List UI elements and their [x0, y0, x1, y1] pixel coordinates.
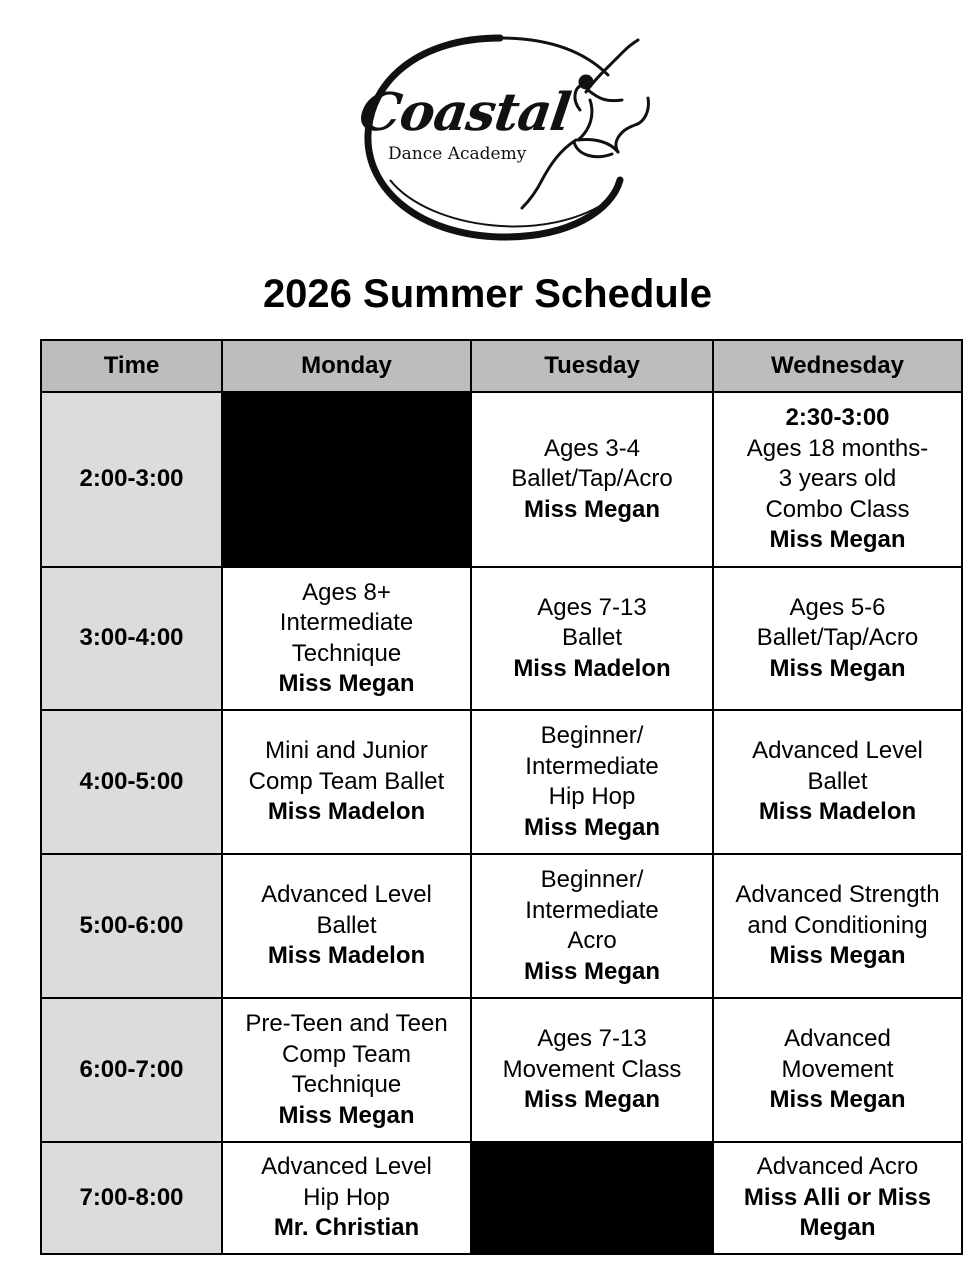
unavailable-cell: [222, 392, 471, 567]
class-line: Intermediate: [525, 896, 659, 924]
header-tuesday: Tuesday: [471, 340, 713, 392]
class-line: Advanced Acro: [756, 1153, 919, 1181]
schedule-table: [40, 339, 963, 1255]
class-line: 3 years old: [778, 465, 897, 493]
instructor-name: Miss Megan: [523, 957, 661, 985]
logo-subtitle-text: Dance Academy: [388, 144, 527, 164]
header-monday: Monday: [222, 340, 471, 392]
table-row: [41, 998, 962, 1142]
time-cell: 3:00-4:00: [41, 567, 222, 710]
page-title: 2026 Summer Schedule: [262, 272, 713, 316]
unavailable-cell: [471, 1142, 713, 1254]
header-wednesday: Wednesday: [713, 340, 962, 392]
class-line: Ages 3-4: [543, 434, 641, 462]
class-cell: [222, 1142, 471, 1254]
class-line: Ages 7-13: [537, 1025, 647, 1053]
class-line: Comp Team: [282, 1040, 411, 1068]
class-line: Technique: [291, 639, 402, 667]
table-row: [41, 392, 962, 567]
instructor-name: Miss Megan: [523, 1086, 661, 1114]
class-line: Ballet: [561, 624, 623, 652]
class-cell: [222, 854, 471, 998]
instructor-name: Miss Megan: [769, 1086, 906, 1114]
instructor-name: Miss Madelon: [758, 798, 917, 826]
class-line: Movement: [781, 1055, 894, 1083]
class-line: Comp Team Ballet: [248, 767, 445, 795]
class-line: Advanced: [784, 1025, 891, 1053]
time-cell: 5:00-6:00: [41, 854, 222, 998]
class-line: Mini and Junior: [265, 737, 428, 765]
class-cell: [713, 392, 962, 567]
class-line: Advanced Level: [752, 737, 923, 765]
class-cell: [713, 710, 962, 854]
table-row: [41, 710, 962, 854]
class-line: Intermediate: [279, 609, 414, 636]
class-cell: [713, 567, 962, 710]
instructor-name: Miss Madelon: [267, 942, 426, 970]
class-line: Ballet: [807, 767, 868, 795]
class-cell: [222, 567, 471, 710]
class-cell: [471, 998, 713, 1142]
instructor-name: Miss Megan: [769, 526, 906, 554]
instructor-name: Miss Alli or Miss: [743, 1183, 932, 1211]
table-row: [41, 1142, 962, 1254]
header-row: [41, 340, 962, 392]
class-cell: [471, 710, 713, 854]
class-cell: [713, 854, 962, 998]
instructor-name: Mr. Christian: [273, 1214, 420, 1242]
class-line: Hip Hop: [548, 783, 636, 810]
instructor-name: Miss Megan: [523, 813, 661, 841]
class-line: Beginner/: [540, 866, 644, 893]
table-row: [41, 567, 962, 710]
class-line: Advanced Level: [261, 881, 432, 909]
time-cell: 7:00-8:00: [41, 1142, 222, 1254]
class-line: Combo Class: [765, 495, 910, 523]
class-line: Ages 18 months-: [746, 434, 929, 462]
instructor-name: Miss Megan: [278, 670, 415, 697]
class-cell: [222, 998, 471, 1142]
class-line: Hip Hop: [303, 1183, 390, 1211]
class-line: Beginner/: [540, 722, 644, 749]
class-line: Ballet: [316, 911, 377, 939]
header-time: Time: [41, 340, 222, 392]
instructor-name: Miss Megan: [769, 654, 906, 682]
instructor-name: Miss Megan: [278, 1101, 415, 1129]
time-cell: 4:00-5:00: [41, 710, 222, 854]
class-cell: [471, 567, 713, 710]
class-line: Movement Class: [502, 1055, 682, 1083]
table-row: [41, 854, 962, 998]
class-line: Pre-Teen and Teen: [245, 1010, 448, 1037]
instructor-name: Miss Megan: [769, 942, 906, 970]
class-line: Ballet/Tap/Acro: [756, 624, 919, 652]
class-cell: [222, 710, 471, 854]
class-line: Acro: [567, 927, 617, 954]
class-cell: [713, 998, 962, 1142]
class-line: Advanced Strength: [735, 881, 940, 909]
instructor-name: Miss Megan: [523, 495, 661, 523]
class-line: Ages 5-6: [789, 593, 886, 621]
class-time-note: 2:30-3:00: [785, 404, 890, 432]
academy-logo: [350, 30, 660, 245]
class-line: Technique: [291, 1071, 402, 1098]
class-cell: [471, 392, 713, 567]
time-cell: 6:00-7:00: [41, 998, 222, 1142]
class-line: and Conditioning: [747, 911, 928, 939]
class-cell: [471, 854, 713, 998]
instructor-name: Miss Madelon: [267, 798, 426, 826]
instructor-name: Miss Madelon: [513, 654, 671, 682]
class-line: Ages 7-13: [537, 593, 647, 621]
class-line: Ages 8+: [302, 578, 391, 606]
class-line: Intermediate: [525, 752, 659, 780]
class-line: Ballet/Tap/Acro: [511, 465, 673, 493]
class-line: Advanced Level: [261, 1153, 432, 1181]
instructor-name: Megan: [799, 1214, 876, 1242]
logo-brand-text: Coastal: [355, 82, 574, 143]
time-cell: 2:00-3:00: [41, 392, 222, 567]
class-cell: [713, 1142, 962, 1254]
